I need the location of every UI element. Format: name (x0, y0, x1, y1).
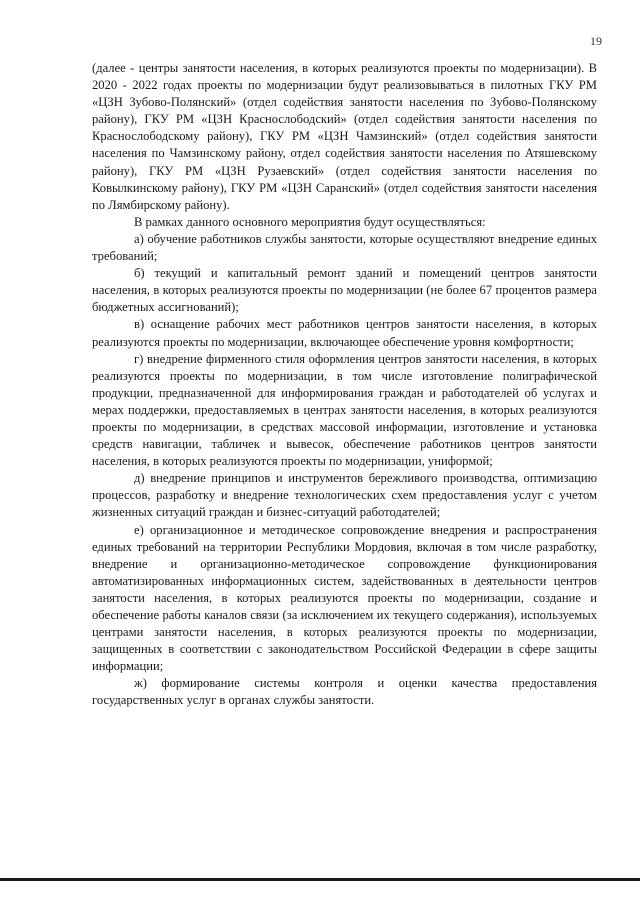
paragraph-item-b: б) текущий и капитальный ремонт зданий и помещений центров занятости населения, в которых реализуются проекты по модернизации (не более 67 процентов размера бюджетных ассигнований); (92, 266, 597, 315)
paragraph-item-zh: ж) формирование системы контроля и оценки качества предоставления государственных услуг в органах службы занятости. (92, 676, 597, 708)
paragraph-item-a: а) обучение работников службы занятости, которые осуществляют внедрение единых требований; (92, 231, 597, 264)
document-body (92, 60, 597, 710)
page-number: 19 (590, 34, 602, 48)
paragraph-intro: (далее - центры занятости населения, в которых реализуются проекты по модернизации). В 2020 - 2022 годах проекты по модернизации будут реализовываться в пилотных ГКУ РМ «ЦЗН Зубово-Полянский» (отдел содействия занятости населения по Зубово-Полянскому району), ГКУ РМ «ЦЗН Краснослободский» (отдел содействия занятости населения по Краснослободскому району), ГКУ РМ «ЦЗН Чамзинский» (отдел содействия занятости населения по Чамзинскому району, отдел содействия занятости населения по Атяшевскому району), ГКУ РМ «ЦЗН Рузаевский» (отдел содействия занятости населения по Ковылкинскому району), ГКУ РМ «ЦЗН Саранский» (отдел содействия занятости населения по Лямбирскому району). (92, 61, 597, 212)
bottom-rule (0, 878, 640, 881)
paragraph-item-d: д) внедрение принципов и инструментов бережливого производства, оптимизацию процессов, разработку и внедрение технологических схем предоставления услуг с учетом жизненных ситуаций граждан и бизнес-ситуаций работодателей; (92, 471, 597, 520)
paragraph-item-v: в) оснащение рабочих мест работников центров занятости населения, в которых реализуются проекты по модернизации, включающее обеспечение уровня комфортности; (92, 317, 597, 349)
paragraph-activities-lead: В рамках данного основного мероприятия будут осуществляться: (134, 214, 486, 229)
paragraph-item-g: г) внедрение фирменного стиля оформления центров занятости населения, в которых реализуются проекты по модернизации, в том числе изготовление полиграфической продукции, предназначенной для информирования граждан и работодателей об услугах и мерах поддержки, предоставляемых в центрах занятости населения, в которых реализуются проекты по модернизации, в средствах массовой информации, изготовление и установка средств навигации, табличек и вывесок, обеспечение работников центров занятости населения, в которых реализуются проекты по модернизации, униформой; (92, 351, 597, 469)
paragraph-item-e: е) организационное и методическое сопровождение внедрения и распространения единых требований на территории Республики Мордовия, включая в том числе разработку, внедрение и организационно-методическое сопровождение функционирования автоматизированных информационных систем, задействованных в деятельности центров занятости населения, в которых реализуются проекты по модернизации, создание и обеспечение работы каналов связи (за исключением их текущего содержания), используемых центрами занятости населения, в которых реализуются проекты по модернизации, защищенных в соответствии с законодательством Российской Федерации в сфере защиты информации; (92, 522, 597, 674)
